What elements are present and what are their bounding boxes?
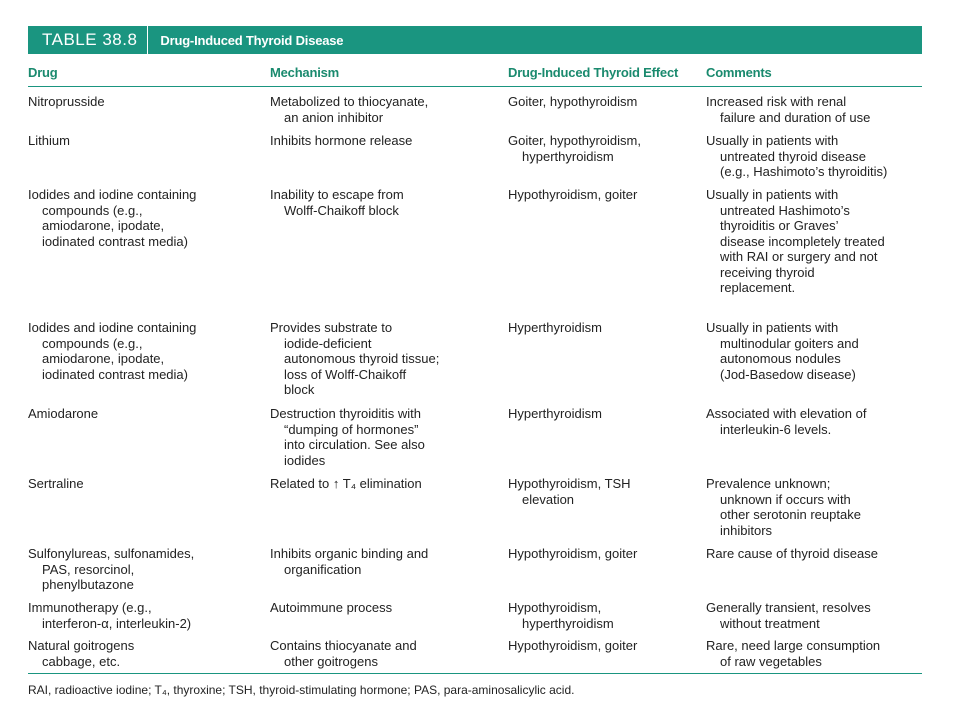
cell-line: Immunotherapy (e.g.,	[28, 600, 152, 615]
cell-line: Generally transient, resolves	[706, 600, 871, 615]
cell-line: Hypothyroidism, goiter	[508, 638, 638, 653]
table-cell-effect	[508, 546, 698, 562]
cell-line: untreated thyroid disease	[720, 148, 866, 164]
cell-line: Rare cause of thyroid disease	[706, 546, 878, 561]
cell-line: Hyperthyroidism	[508, 320, 602, 335]
cell-line: Sertraline	[28, 476, 84, 491]
cell-line: Lithium	[28, 133, 70, 148]
table-cell-mechanism	[270, 187, 502, 218]
cell-line: block	[284, 382, 315, 397]
table-cell-comments	[706, 600, 928, 631]
cell-line: failure and duration of use	[720, 109, 871, 125]
cell-line: iodide-deficient	[284, 335, 372, 351]
table-cell-effect	[508, 476, 698, 507]
table-cell-drug	[28, 94, 264, 110]
cell-line: Increased risk with renal	[706, 94, 847, 109]
cell-line: other serotonin reuptake	[720, 507, 861, 522]
cell-line: autonomous thyroid tissue;	[284, 351, 440, 366]
cell-line: into circulation. See also	[284, 437, 425, 452]
table-cell-comments	[706, 406, 928, 437]
table-bottom-rule	[28, 673, 922, 674]
cell-line: Inability to escape from	[270, 187, 404, 202]
cell-line: elevation	[522, 491, 575, 507]
cell-line: Nitroprusside	[28, 94, 105, 109]
table-cell-mechanism	[270, 133, 502, 149]
table-cell-drug	[28, 546, 264, 593]
table-cell-mechanism	[270, 94, 502, 125]
table-cell-comments	[706, 320, 928, 382]
table-cell-effect	[508, 133, 698, 164]
cell-line: hyperthyroidism	[522, 148, 614, 164]
cell-line: of raw vegetables	[720, 653, 822, 669]
cell-line: Inhibits organic binding and	[270, 546, 429, 561]
cell-line: multinodular goiters and	[720, 335, 859, 351]
cell-line: PAS, resorcinol,	[42, 561, 135, 577]
cell-line: cabbage, etc.	[42, 653, 121, 669]
cell-line: Sulfonylureas, sulfonamides,	[28, 546, 195, 561]
cell-line: organification	[284, 561, 362, 577]
cell-line: amiodarone, ipodate,	[42, 218, 165, 233]
cell-line: an anion inhibitor	[284, 109, 384, 125]
cell-line: compounds (e.g.,	[42, 335, 143, 351]
cell-line: Usually in patients with	[706, 187, 839, 202]
cell-line: Hypothyroidism, goiter	[508, 187, 638, 202]
table-cell-effect	[508, 638, 698, 654]
header-effect: Drug-Induced Thyroid Effect	[508, 65, 679, 80]
cell-line: hyperthyroidism	[522, 615, 614, 631]
cell-line: Provides substrate to	[270, 320, 393, 335]
cell-line: Usually in patients with	[706, 320, 839, 335]
cell-line: Contains thiocyanate and	[270, 638, 417, 653]
cell-line: Associated with elevation of	[706, 406, 867, 421]
table-cell-drug	[28, 476, 264, 492]
table-cell-comments	[706, 638, 928, 669]
table-cell-comments	[706, 546, 928, 562]
cell-line: Rare, need large consumption	[706, 638, 881, 653]
table-cell-effect	[508, 600, 698, 631]
cell-line: (Jod-Basedow disease)	[720, 366, 856, 382]
table-cell-drug	[28, 187, 264, 249]
cell-line: Destruction thyroiditis with	[270, 406, 421, 421]
header-drug: Drug	[28, 65, 58, 80]
table-cell-mechanism	[270, 476, 502, 492]
cell-line: untreated Hashimoto’s	[720, 202, 850, 218]
cell-line: iodinated contrast media)	[42, 233, 188, 249]
table-cell-effect	[508, 94, 698, 110]
cell-line: Hypothyroidism,	[508, 600, 602, 615]
cell-line: Hyperthyroidism	[508, 406, 602, 421]
table-cell-mechanism	[270, 546, 502, 577]
cell-line: Hypothyroidism, goiter	[508, 546, 638, 561]
cell-line: interferon-α, interleukin-2)	[42, 615, 192, 631]
cell-line: without treatment	[720, 615, 820, 631]
cell-line: Hypothyroidism, TSH	[508, 476, 631, 491]
cell-line: replacement.	[720, 280, 796, 295]
cell-line: Prevalence unknown;	[706, 476, 831, 491]
cell-line: Inhibits hormone release	[270, 133, 413, 148]
cell-line: “dumping of hormones”	[284, 421, 419, 437]
table-cell-effect	[508, 187, 698, 203]
table-title-bar	[28, 26, 922, 54]
cell-line: loss of Wolff-Chaikoff	[284, 366, 407, 382]
cell-line: amiodarone, ipodate,	[42, 351, 165, 366]
cell-line: Iodides and iodine containing	[28, 187, 197, 202]
cell-line: interleukin-6 levels.	[720, 421, 832, 437]
table-cell-drug	[28, 133, 264, 149]
header-comments: Comments	[706, 65, 772, 80]
table-number: TABLE 38.8	[28, 26, 148, 54]
cell-line: Autoimmune process	[270, 600, 393, 615]
table-title: Drug-Induced Thyroid Disease	[160, 32, 344, 48]
table-cell-mechanism	[270, 406, 502, 468]
cell-line: Iodides and iodine containing	[28, 320, 197, 335]
cell-line: thyroiditis or Graves’	[720, 218, 839, 233]
cell-line: Usually in patients with	[706, 133, 839, 148]
table-cell-mechanism	[270, 600, 502, 616]
cell-line: autonomous nodules	[720, 351, 841, 366]
cell-line: Metabolized to thiocyanate,	[270, 94, 429, 109]
cell-line: Goiter, hypothyroidism	[508, 94, 638, 109]
cell-line: unknown if occurs with	[720, 491, 851, 507]
cell-line: inhibitors	[720, 522, 773, 538]
cell-line: receiving thyroid	[720, 264, 815, 280]
table-cell-mechanism	[270, 320, 502, 398]
table-cell-comments	[706, 187, 928, 296]
cell-line: iodinated contrast media)	[42, 366, 188, 382]
table-cell-comments	[706, 133, 928, 180]
table-header-row	[28, 60, 922, 87]
cell-line: Goiter, hypothyroidism,	[508, 133, 641, 148]
table-cell-comments	[706, 94, 928, 125]
cell-line: other goitrogens	[284, 653, 378, 669]
table-cell-mechanism	[270, 638, 502, 669]
table-cell-drug	[28, 320, 264, 382]
cell-line: phenylbutazone	[42, 577, 134, 592]
cell-line: (e.g., Hashimoto’s thyroiditis)	[720, 164, 888, 179]
cell-line: compounds (e.g.,	[42, 202, 143, 218]
table-cell-drug	[28, 600, 264, 631]
table-cell-comments	[706, 476, 928, 538]
cell-line: disease incompletely treated	[720, 233, 885, 249]
cell-line: Amiodarone	[28, 406, 99, 421]
cell-line: iodides	[284, 452, 326, 468]
header-mechanism: Mechanism	[270, 65, 340, 80]
cell-line: Related to ↑ T₄ elimination	[270, 476, 422, 491]
table-cell-drug	[28, 406, 264, 422]
cell-line: Natural goitrogens	[28, 638, 135, 653]
cell-line: Wolff-Chaikoff block	[284, 202, 399, 218]
table-cell-effect	[508, 406, 698, 422]
table-footnote: RAI, radioactive iodine; T₄, thyroxine; TSH, thyroid-stimulating hormone; PAS, para-aminosalicylic acid.	[28, 683, 575, 697]
table-cell-drug	[28, 638, 264, 669]
table-cell-effect	[508, 320, 698, 336]
cell-line: with RAI or surgery and not	[720, 249, 878, 264]
